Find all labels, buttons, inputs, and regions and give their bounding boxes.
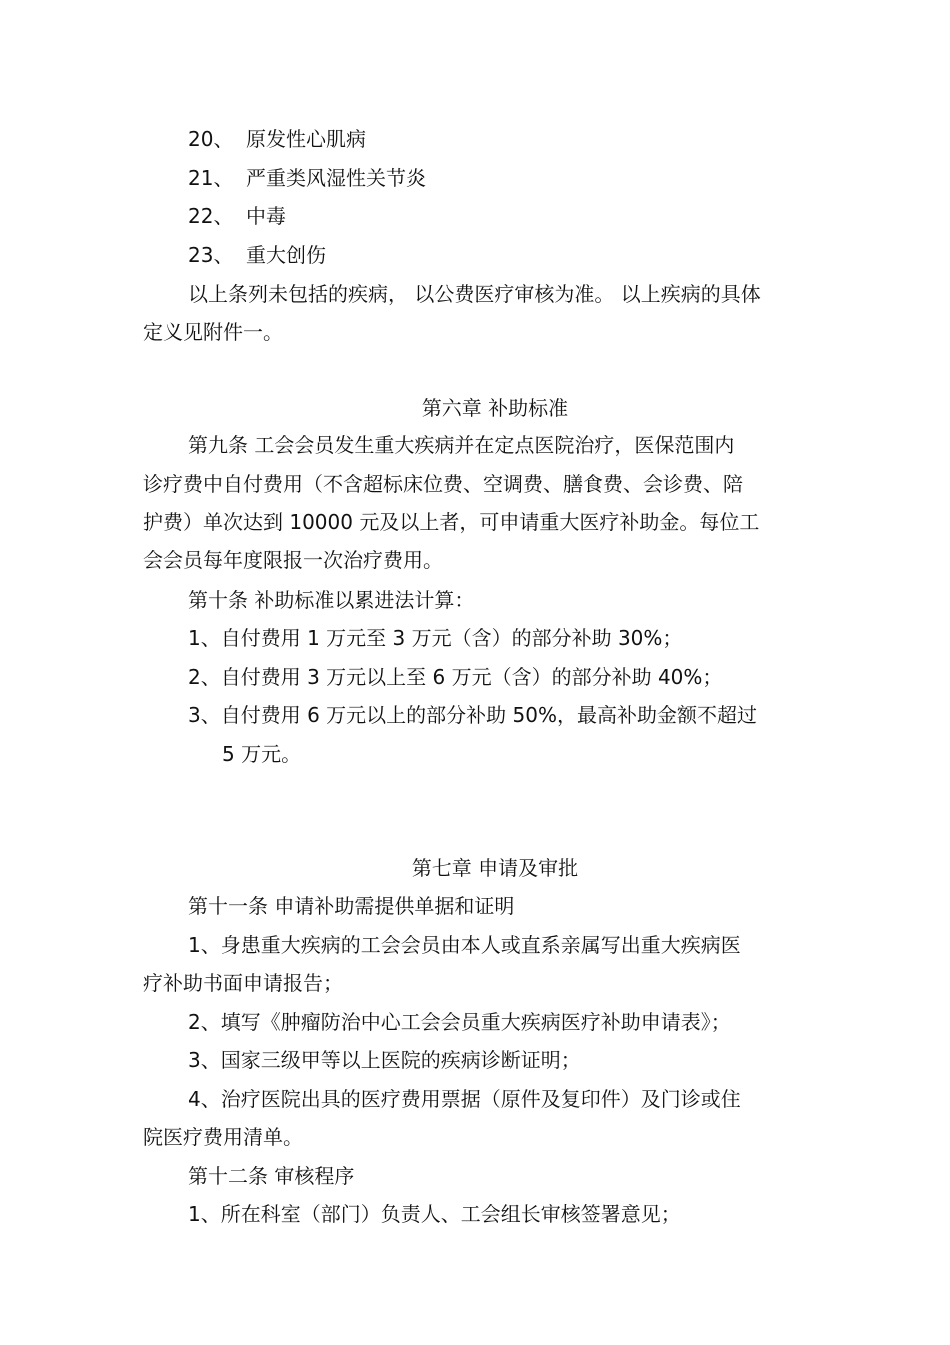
article-line: 3、国家三级甲等以上医院的疾病诊断证明； [188,1048,581,1072]
list-item [188,202,286,230]
article-line: 院医疗费用清单。 [143,1125,303,1149]
article-item: 5 万元。 [222,742,302,766]
list-text: 原发性心肌病 [246,127,366,151]
list-text: 严重类风湿性关节炎 [246,166,426,190]
article-item: 2、自付费用 3 万元以上至 6 万元（含）的部分补助 40%； [188,665,723,689]
article-line: 4、治疗医院出具的医疗费用票据（原件及复印件）及门诊或住 [188,1087,741,1111]
article-line: 护费）单次达到 10000 元及以上者，可申请重大医疗补助金。每位工 [143,510,760,534]
list-text: 中毒 [246,204,286,228]
paragraph-line: 以上条列未包括的疾病， 以公费医疗审核为准。 以上疾病的具体 [188,282,761,306]
article-line: 诊疗费中自付费用（不含超标床位费、空调费、膳食费、会诊费、陪 [143,472,743,496]
chapter-title: 第六章 补助标准 [421,396,569,420]
article-title: 第十条 补助标准以累进法计算： [188,588,475,612]
list-item [188,164,426,192]
article-line: 第九条 工会会员发生重大疾病并在定点医院治疗，医保范围内 [188,433,735,457]
article-title: 第十二条 审核程序 [188,1164,355,1188]
article-item: 1、自付费用 1 万元至 3 万元（含）的部分补助 30%； [188,626,683,650]
paragraph-line: 定义见附件一。 [143,320,283,344]
article-line: 2、填写《肿瘤防治中心工会会员重大疾病医疗补助申请表》； [188,1010,731,1034]
article-title: 第十一条 申请补助需提供单据和证明 [188,894,515,918]
list-item [188,241,326,269]
list-item [188,125,366,153]
article-item: 3、自付费用 6 万元以上的部分补助 50%，最高补助金额不超过 [188,703,757,727]
list-text: 重大创伤 [246,243,326,267]
chapter-title: 第七章 申请及审批 [411,856,579,880]
list-number: 21、 [188,166,234,190]
list-number: 22、 [188,204,234,228]
list-number: 20、 [188,127,234,151]
article-line: 1、身患重大疾病的工会会员由本人或直系亲属写出重大疾病医 [188,933,741,957]
list-number: 23、 [188,243,234,267]
article-line: 会会员每年度限报一次治疗费用。 [143,548,443,572]
article-line: 1、所在科室（部门）负责人、工会组长审核签署意见； [188,1202,681,1226]
article-line: 疗补助书面申请报告； [143,971,343,995]
